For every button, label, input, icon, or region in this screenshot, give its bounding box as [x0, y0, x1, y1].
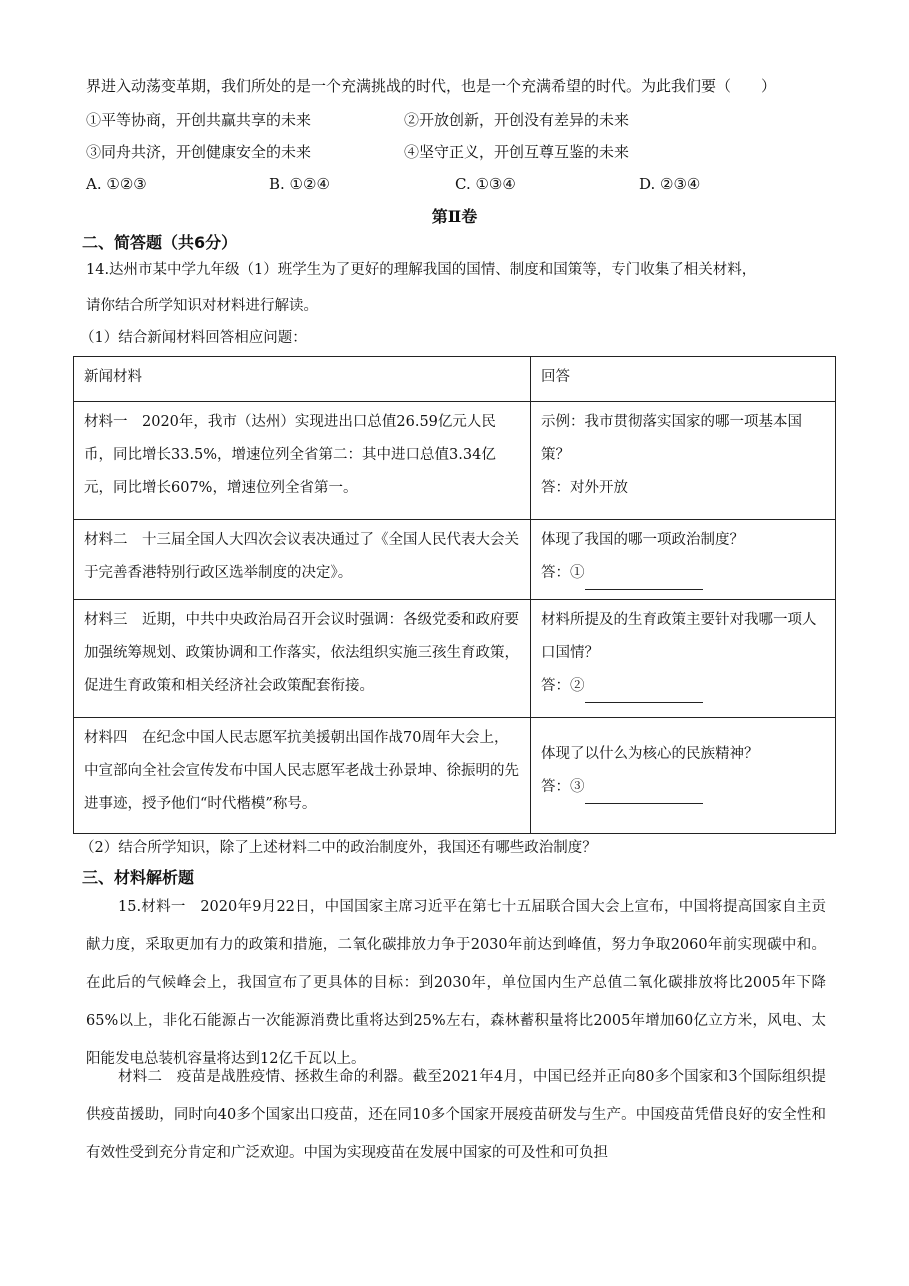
section3-heading: 三、材料解析题: [82, 868, 195, 887]
q13-item-3: ③同舟共济，开创健康安全的未来: [86, 143, 312, 161]
q14-sub1: （1）结合新闻材料回答相应问题：: [80, 330, 307, 346]
answer-line-4: [541, 771, 825, 804]
table-row: [74, 402, 836, 520]
q14-line2: 请你结合所学知识对材料进行解读。: [86, 298, 318, 314]
answer-3: 答：②: [541, 678, 585, 694]
table-row: [74, 520, 836, 600]
q13-item-2: ②开放创新，开创没有差异的未来: [404, 111, 630, 129]
answer-2: 答：①: [541, 565, 585, 581]
answer-cell-2: [531, 520, 836, 600]
material-3: 材料三 近期，中共中央政治局召开会议时强调：各级党委和政府要加强统筹规划、政策协调和工作落实，依法组织实施三孩生育政策，促进生育政策和相关经济社会政策配套衔接。: [74, 600, 531, 718]
table-row: [74, 718, 836, 834]
answer-cell-4: [531, 718, 836, 834]
answer-blank-3[interactable]: [585, 785, 703, 804]
q14-line1: 14.达州市某中学九年级（1）班学生为了更好的理解我国的国情、制度和国策等，专门收集了相关材料，: [86, 262, 757, 278]
material-4: 材料四 在纪念中国人民志愿军抗美援朝出国作战70周年大会上，中宣部向全社会宣传发布中国人民志愿军老战士孙景坤、徐振明的先进事迹，授予他们“时代楷模”称号。: [74, 718, 531, 834]
answer-cell-1: [531, 402, 836, 520]
question-4: 体现了以什么为核心的民族精神？: [541, 746, 759, 762]
answer-line-3: [541, 670, 825, 703]
q15-material-2: 材料二 疫苗是战胜疫情、拯救生命的利器。截至2021年4月，中国已经并正向80多个国家和3个国际组织提供疫苗援助，同时向40多个国家出口疫苗，还在同10多个国家开展疫苗研发与生产。中国疫苗凭借良好的安全性和有效性受到充分肯定和广泛欢迎。中国为实现疫苗在发展中国家的可及性和可负担: [86, 1069, 826, 1161]
answer-blank-1[interactable]: [585, 571, 703, 590]
question-2: 体现了我国的哪一项政治制度？: [541, 532, 744, 548]
q15-material-1: 15.材料一 2020年9月22日，中国国家主席习近平在第七十五届联合国大会上宣布，中国将提高国家自主贡献力度，采取更加有力的政策和措施，二氧化碳排放力争于2030年前达到峰值，努力争取2060年前实现碳中和。在此后的气候峰会上，我国宣布了更具体的目标：到2030年，单位国内生产总值二氧化碳排放将比2005年下降65%以上，非化石能源占一次能源消费比重将达到25%左右，森林蓄积量将比2005年增加60亿立方米，风电、太阳能发电总装机容量将达到12亿千瓦以上。: [86, 899, 826, 1067]
q13-choice-c: C. ①③④: [455, 175, 516, 193]
answer-cell-3: [531, 600, 836, 718]
q13-choice-b: B. ①②④: [269, 175, 330, 193]
answer-4: 答：③: [541, 779, 585, 795]
answer-1: 答：对外开放: [541, 480, 628, 496]
material-1: 材料一 2020年，我市（达州）实现进出口总值26.59亿元人民币，同比增长33.5%，增速位列全省第二：其中进口总值3.34亿元，同比增长607%，增速位列全省第一。: [74, 402, 531, 520]
question-1: 示例：我市贯彻落实国家的哪一项基本国策？: [541, 414, 802, 463]
header-answer: 回答: [531, 357, 836, 402]
question-3: 材料所提及的生育政策主要针对我哪一项人口国情？: [541, 612, 817, 661]
q13-choice-a: A. ①②③: [86, 175, 147, 193]
table-header-row: [74, 357, 836, 402]
section2-heading: 二、简答题（共6分）: [82, 233, 238, 252]
q13-item-4: ④坚守正义，开创互尊互鉴的未来: [404, 143, 630, 161]
material-2: 材料二 十三届全国人大四次会议表决通过了《全国人民代表大会关于完善香港特别行政区选举制度的决定》。: [74, 520, 531, 600]
q13-stem-tail: 界进入动荡变革期，我们所处的是一个充满挑战的时代，也是一个充满希望的时代。为此我们要（ ）: [86, 77, 777, 95]
volume-title: 第Ⅱ卷: [431, 207, 478, 226]
q13-choice-d: D. ②③④: [639, 175, 701, 193]
q14-sub2: （2）结合所学知识，除了上述材料二中的政治制度外，我国还有哪些政治制度？: [80, 840, 597, 856]
table-row: [74, 600, 836, 718]
answer-line-2: [541, 557, 825, 590]
news-material-table: [73, 356, 836, 834]
answer-blank-2[interactable]: [585, 684, 703, 703]
q13-item-1: ①平等协商，开创共赢共享的未来: [86, 111, 312, 129]
header-news-material: 新闻材料: [74, 357, 531, 402]
